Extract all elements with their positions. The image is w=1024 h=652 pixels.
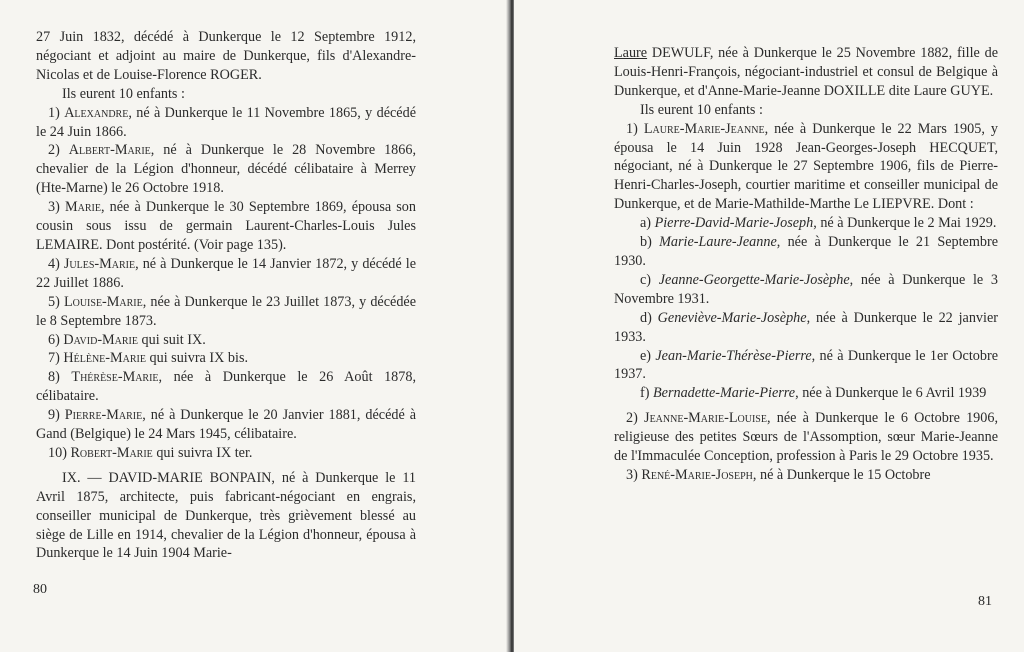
left-page xyxy=(0,0,510,652)
child-text: , né à Dunkerque le 11 Novembre 1865, y décédé le 24 Juin 1866. xyxy=(36,104,416,140)
child-text: , née à Dunkerque le 26 Août 1878, célibataire. xyxy=(36,369,417,405)
grandchild-text: , née à Dunkerque le 6 Avril 1939 xyxy=(795,385,987,402)
grandchild-name: Jean-Marie-Thérèse-Pierre xyxy=(655,347,812,364)
child-number: 7) xyxy=(48,350,60,367)
grandchild-text: , né à Dunkerque le 2 Mai 1929. xyxy=(813,215,997,232)
child-number: 9) xyxy=(48,407,60,424)
child-number: 5) xyxy=(48,293,60,310)
grandchild-entry xyxy=(614,347,998,385)
child-text: , né à Dunkerque le 14 Janvier 1872, y décédé le 22 Juillet 1886. xyxy=(36,255,416,291)
children-list xyxy=(36,104,416,463)
child-text: , née à Dunkerque le 30 Septembre 1869, épousa son cousin sous issu de germain Laurent-Charles-Louis Jules LEMAIRE. Dont postérité. (Voir page 135). xyxy=(36,199,416,253)
right-page-text xyxy=(614,44,998,485)
child-text: qui suivra IX ter. xyxy=(152,444,253,461)
grandchild-text: , née à Dunkerque le 21 Septembre 1930. xyxy=(614,234,998,269)
child-name: Pierre-Marie xyxy=(64,407,143,424)
child-entry xyxy=(36,406,416,444)
grandchild-name: Pierre-David-Marie-Joseph xyxy=(654,215,814,232)
child-entry xyxy=(36,349,416,368)
section-ix-paragraph: IX. — DAVID-MARIE BONPAIN, né à Dunkerque le 11 Avril 1875, architecte, puis fabricant-négociant en engrais, conseiller municipal de Dunkerque, très grièvement blessé au siège de Lille en 1914, chevalier de la Légion d'honneur, épousa à Dunkerque le 14 Juin 1904 Marie- xyxy=(36,469,416,562)
page-number-right: 81 xyxy=(978,594,992,609)
page-number-left: 80 xyxy=(33,582,47,597)
child-text: qui suivra IX bis. xyxy=(145,350,249,367)
name-laure: Laure xyxy=(614,45,648,61)
child-number: 10) xyxy=(48,444,67,461)
child-entry xyxy=(36,444,416,463)
grandchild-text: , née à Dunkerque le 3 Novembre 1931. xyxy=(614,271,999,307)
child-number: 3) xyxy=(48,199,60,216)
child-entry xyxy=(36,255,416,293)
paragraph-intro-right xyxy=(614,44,998,101)
child-entry xyxy=(36,293,416,331)
grandchild-letter: f) xyxy=(640,385,650,402)
grandchild-letter: c) xyxy=(640,271,652,288)
child-name: Thérèse-Marie xyxy=(71,369,159,386)
child-number: 4) xyxy=(48,255,60,272)
child-1-entry: 1) Laure-Marie-Jeanne, née à Dunkerque le 22 Mars 1905, y épousa le 14 Juin 1928 Jean-Georges-Joseph HECQUET, négociant, né à Dunkerque le 27 Septembre 1906, fils de Pierre-Henri-Charles-Joseph, courtier maritime et conseiller municipal de Dunkerque, et de Marie-Mathilde-Marthe Le LIEPVRE. Dont : xyxy=(614,120,999,213)
child-entry xyxy=(36,141,416,198)
grandchild-entry xyxy=(614,233,998,271)
grandchild-name: Geneviève-Marie-Josèphe xyxy=(657,309,807,326)
child-entry xyxy=(36,198,416,255)
child-entry xyxy=(36,104,416,142)
grandchildren-list xyxy=(614,214,998,403)
child-name: Jules-Marie xyxy=(63,255,136,272)
grandchild-letter: b) xyxy=(640,234,652,251)
child-number: 8) xyxy=(48,369,60,386)
child-number: 1) xyxy=(48,104,60,121)
grandchild-text: , né à Dunkerque le 1er Octobre 1937. xyxy=(614,347,998,383)
child-name: Louise-Marie xyxy=(63,293,143,310)
child-name: Hélène-Marie xyxy=(63,350,146,367)
paragraph-intro: 27 Juin 1832, décédé à Dunkerque le 12 Septembre 1912, négociant et adjoint au maire de Dunkerque, fils d'Alexandre-Nicolas et de Louise-Florence ROGER. xyxy=(36,29,416,83)
grandchild-entry xyxy=(614,384,998,403)
grandchild-letter: a) xyxy=(640,215,652,232)
child-name: David-Marie xyxy=(63,331,138,348)
child-text: , né à Dunkerque le 20 Janvier 1881, décédé à Gand (Belgique) le 24 Mars 1945, célibataire. xyxy=(36,407,417,443)
child-name: Alexandre xyxy=(64,104,129,121)
left-page-text xyxy=(36,28,416,563)
grandchild-name: Marie-Laure-Jeanne xyxy=(659,234,777,251)
grandchild-name: Bernadette-Marie-Pierre xyxy=(653,385,796,402)
child-text: , né à Dunkerque le 28 Novembre 1866, chevalier de la Légion d'honneur, décédé célibataire à Merrey (Hte-Marne) le 26 Octobre 1918. xyxy=(36,142,417,197)
child-name: Marie xyxy=(64,199,101,216)
child-number: 6) xyxy=(48,331,60,348)
child-name: Albert-Marie xyxy=(68,142,151,159)
child-entry xyxy=(36,368,416,406)
child-entry xyxy=(36,331,416,350)
children-heading-right: Ils eurent 10 enfants : xyxy=(640,101,763,118)
child-number: 2) xyxy=(48,142,60,159)
child-2-entry: 2) Jeanne-Marie-Louise, née à Dunkerque le 6 Octobre 1906, religieuse des petites Sœurs de l'Assomption, sœur Marie-Jeanne de l'Immaculée Conception, profession à Paris le 29 Octobre 1935. xyxy=(614,410,998,465)
child-text: qui suit IX. xyxy=(138,331,206,348)
intro-text: DEWULF, née à Dunkerque le 25 Novembre 1882, fille de Louis-Henri-François, négociant-industriel et consul de Belgique à Dunkerque, et d'Anne-Marie-Jeanne DOXILLE dite Laure GUYE. xyxy=(614,45,998,99)
grandchild-entry xyxy=(614,309,998,347)
right-page xyxy=(514,0,1024,652)
grandchild-text: , née à Dunkerque le 22 janvier 1933. xyxy=(614,309,998,345)
grandchild-entry xyxy=(614,214,998,233)
child-text: , née à Dunkerque le 23 Juillet 1873, y décédée le 8 Septembre 1873. xyxy=(36,293,417,329)
grandchild-letter: d) xyxy=(640,309,652,326)
child-name: Robert-Marie xyxy=(70,444,153,461)
child-3-entry: 3) René-Marie-Joseph, né à Dunkerque le 15 Octobre xyxy=(626,466,931,483)
grandchild-letter: e) xyxy=(640,347,652,364)
children-heading: Ils eurent 10 enfants : xyxy=(62,85,185,102)
grandchild-entry xyxy=(614,271,998,309)
grandchild-name: Jeanne-Georgette-Marie-Josèphe xyxy=(658,271,850,288)
